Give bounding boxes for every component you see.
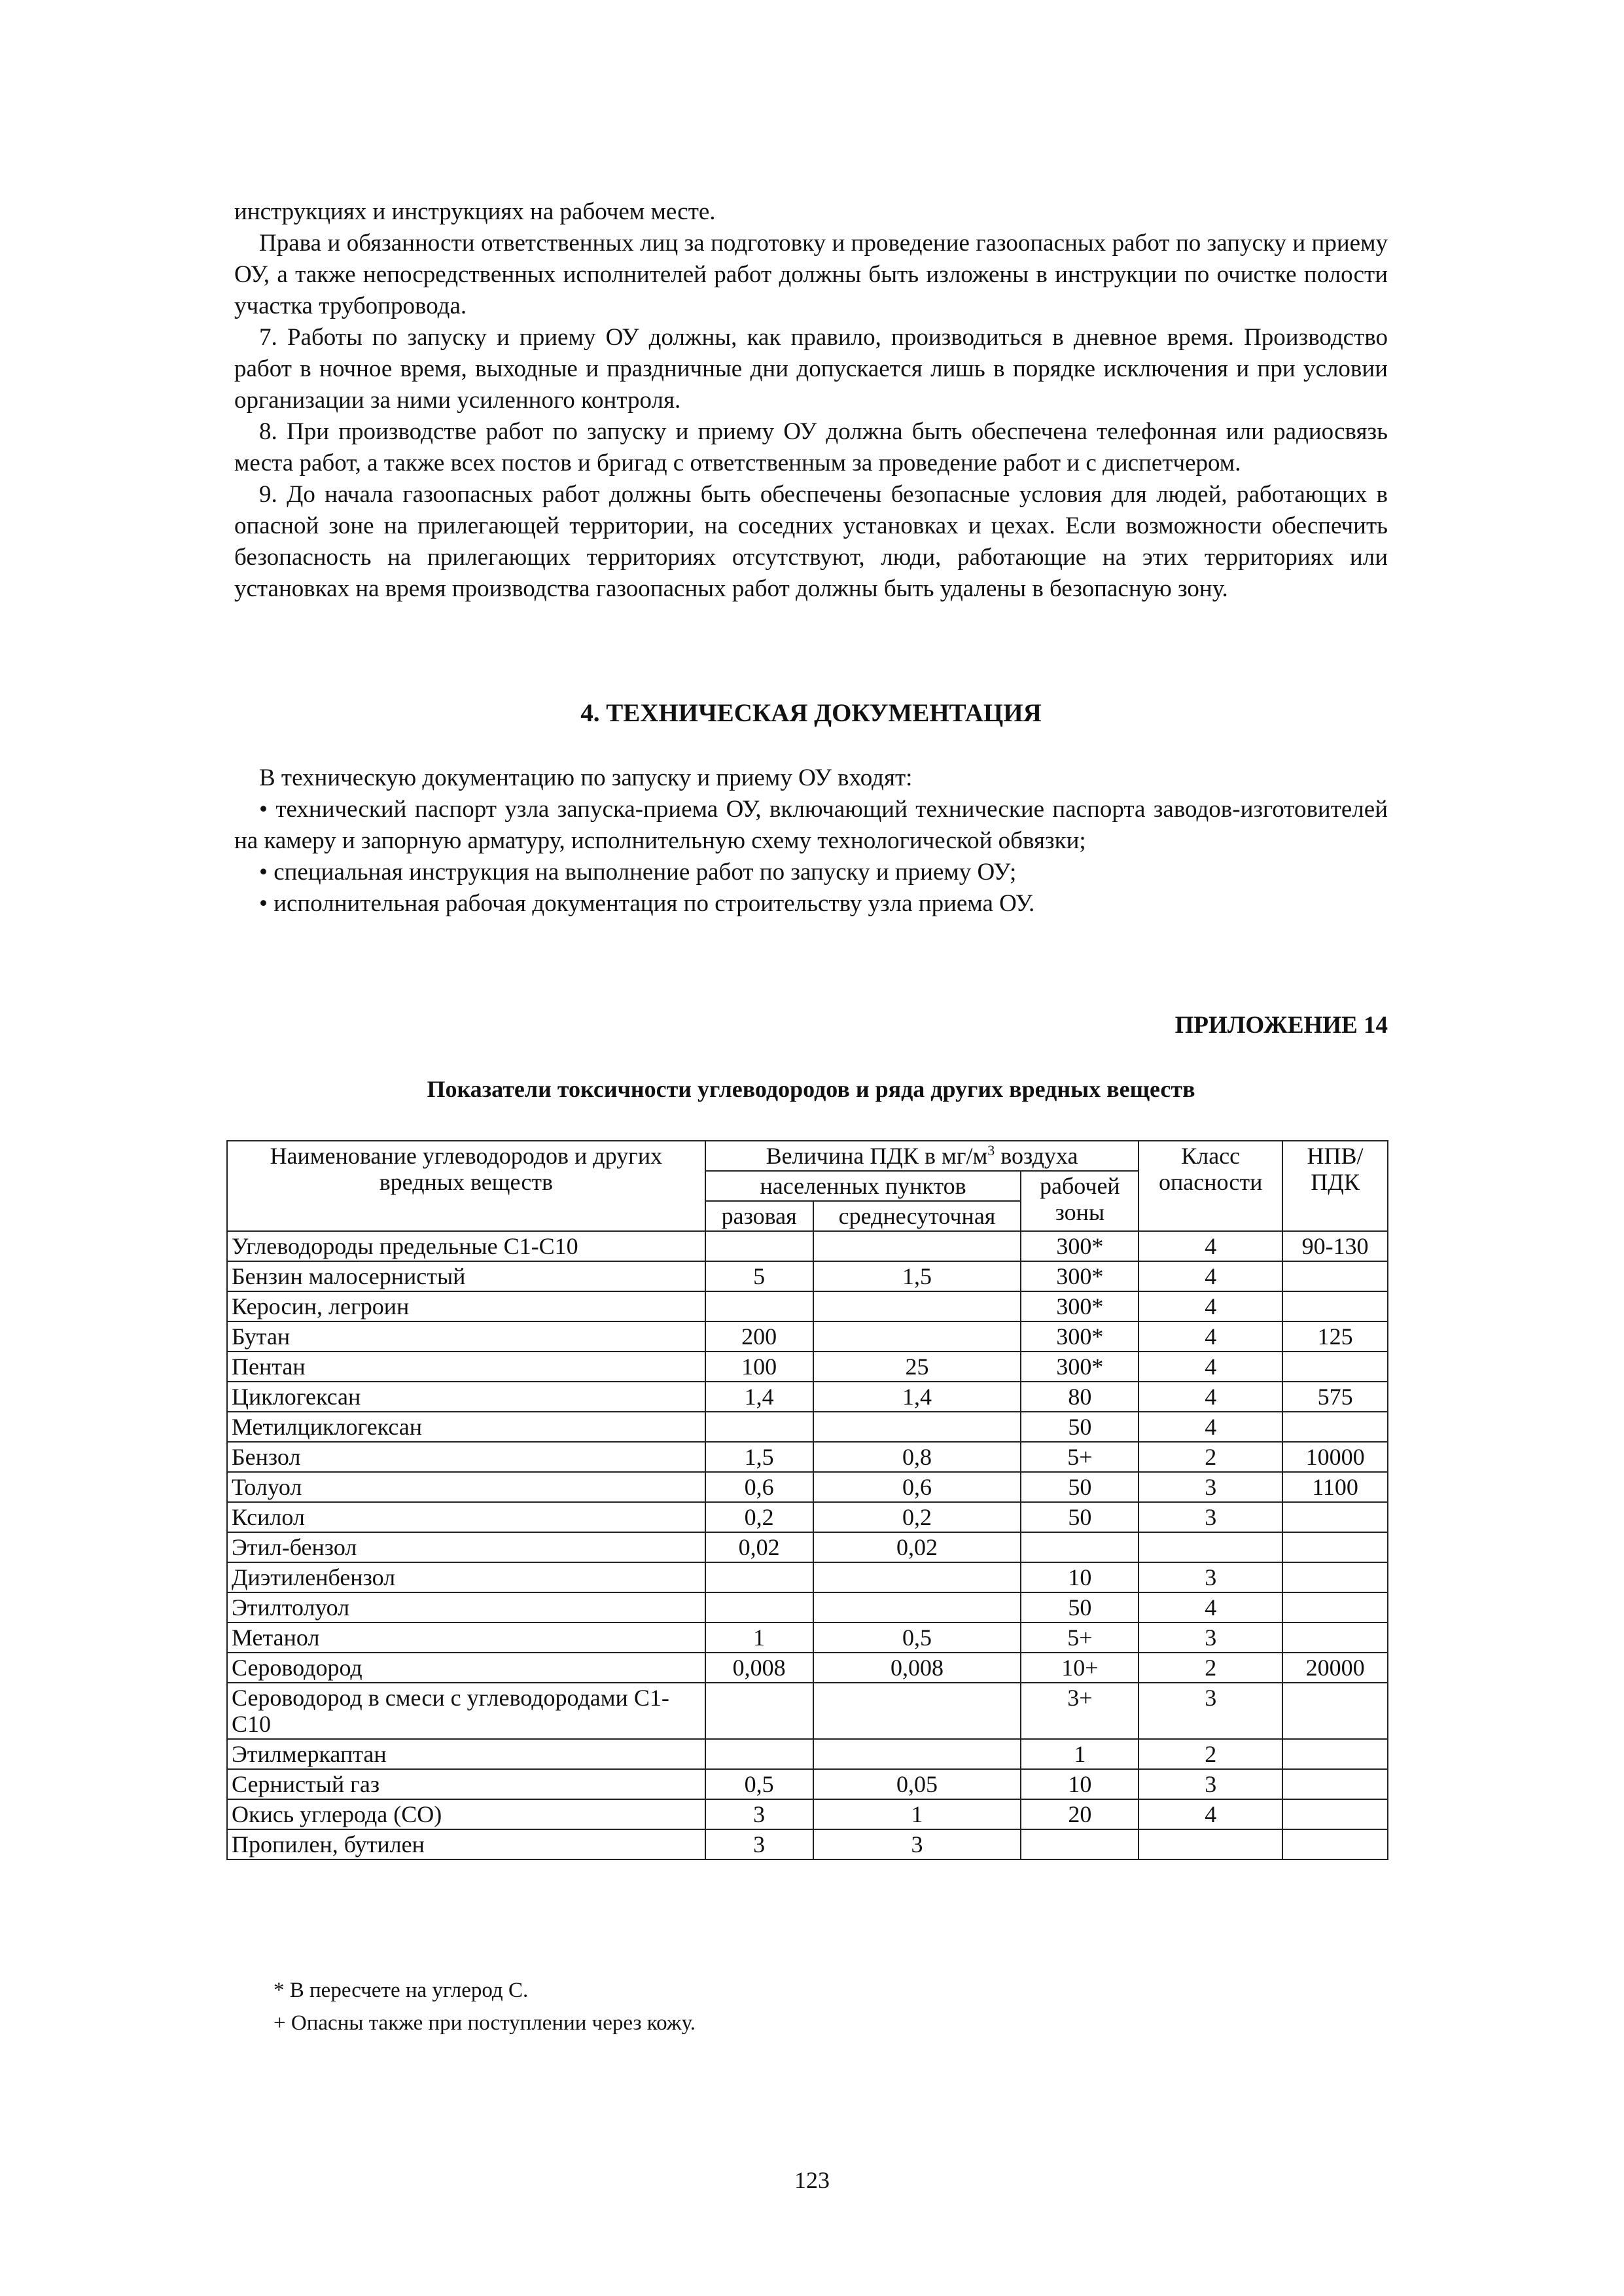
value-cell: 0,5 xyxy=(705,1769,813,1799)
value-cell xyxy=(1139,1532,1282,1562)
value-cell xyxy=(813,1231,1021,1261)
value-cell: 0,05 xyxy=(813,1769,1021,1799)
value-cell: 20 xyxy=(1021,1799,1139,1829)
value-cell: 2 xyxy=(1139,1739,1282,1769)
value-cell: 3 xyxy=(705,1829,813,1859)
value-cell xyxy=(1282,1799,1388,1829)
value-cell xyxy=(1021,1532,1139,1562)
value-cell xyxy=(813,1562,1021,1592)
table-row xyxy=(227,1412,1388,1442)
table-row xyxy=(227,1562,1388,1592)
value-cell xyxy=(1139,1829,1282,1859)
substance-name-cell: Пропилен, бутилен xyxy=(227,1829,705,1859)
table-title: Показатели токсичности углеводородов и ряда других вредных веществ xyxy=(427,1076,1195,1102)
value-cell xyxy=(705,1683,813,1739)
value-cell: 4 xyxy=(1139,1231,1282,1261)
value-cell: 10+ xyxy=(1021,1653,1139,1683)
value-cell: 3 xyxy=(1139,1623,1282,1653)
bullet-item: • исполнительная рабочая документация по строительству узла приема ОУ. xyxy=(259,890,1035,917)
table-row xyxy=(227,1653,1388,1683)
value-cell: 3 xyxy=(705,1799,813,1829)
value-cell: 0,02 xyxy=(813,1532,1021,1562)
value-cell: 5+ xyxy=(1021,1623,1139,1653)
substance-name-cell: Углеводороды предельные С1-С10 xyxy=(227,1231,705,1261)
value-cell: 1,4 xyxy=(813,1382,1021,1412)
value-cell: 575 xyxy=(1282,1382,1388,1412)
value-cell xyxy=(1282,1592,1388,1623)
value-cell: 5 xyxy=(705,1261,813,1291)
value-cell: 4 xyxy=(1139,1291,1282,1321)
value-cell: 0,6 xyxy=(705,1472,813,1502)
value-cell xyxy=(705,1231,813,1261)
substance-name-cell: Метилциклогексан xyxy=(227,1412,705,1442)
substance-name-cell: Этил-бензол xyxy=(227,1532,705,1562)
value-cell: 1 xyxy=(705,1623,813,1653)
table-row xyxy=(227,1321,1388,1352)
value-cell xyxy=(705,1739,813,1769)
table-row xyxy=(227,1442,1388,1472)
substance-name-cell: Сероводород в смеси с углеводородами С1-С10 xyxy=(227,1683,705,1739)
footnote: * В пересчете на углерод С. xyxy=(274,1979,529,2002)
value-cell: 4 xyxy=(1139,1352,1282,1382)
bullet-item: • технический паспорт узла запуска-приема ОУ, включающий технические паспорта заводов-изготовителей на камеру и запорную арматуру, исполнительную схему технологической обвязки; xyxy=(234,796,1388,854)
substance-name-cell: Этилмеркаптан xyxy=(227,1739,705,1769)
value-cell: 3 xyxy=(1139,1562,1282,1592)
paragraph: 8. При производстве работ по запуску и приему ОУ должна быть обеспечена телефонная или радиосвязь места работ, а также всех постов и бригад с ответственным за проведение работ и с диспетчером. xyxy=(234,418,1388,476)
table-row xyxy=(227,1532,1388,1562)
substance-name-cell: Бензин малосернистый xyxy=(227,1261,705,1291)
value-cell: 25 xyxy=(813,1352,1021,1382)
substance-name-cell: Бутан xyxy=(227,1321,705,1352)
value-cell xyxy=(1282,1261,1388,1291)
substance-name-cell: Пентан xyxy=(227,1352,705,1382)
substance-name-cell: Ксилол xyxy=(227,1502,705,1532)
substance-name-cell: Керосин, легроин xyxy=(227,1291,705,1321)
value-cell: 0,2 xyxy=(813,1502,1021,1532)
header-settlements: населенных пунктов xyxy=(705,1171,1021,1201)
value-cell: 10 xyxy=(1021,1769,1139,1799)
value-cell xyxy=(1282,1623,1388,1653)
value-cell: 2 xyxy=(1139,1442,1282,1472)
value-cell xyxy=(813,1412,1021,1442)
value-cell: 3 xyxy=(1139,1769,1282,1799)
section-intro: В техническую документацию по запуску и приему ОУ входят: xyxy=(259,764,913,791)
section-title: 4. ТЕХНИЧЕСКАЯ ДОКУМЕНТАЦИЯ xyxy=(580,699,1042,727)
value-cell: 1 xyxy=(1021,1739,1139,1769)
table-row xyxy=(227,1623,1388,1653)
value-cell: 4 xyxy=(1139,1382,1282,1412)
table-row xyxy=(227,1769,1388,1799)
value-cell: 200 xyxy=(705,1321,813,1352)
substance-name-cell: Метанол xyxy=(227,1623,705,1653)
value-cell: 0,5 xyxy=(813,1623,1021,1653)
paragraph: Права и обязанности ответственных лиц за подготовку и проведение газоопасных работ по запуску и приему ОУ, а также непосредственных исполнителей работ должны быть изложены в инструкции по очистке полости участка трубопровода. xyxy=(234,230,1388,319)
value-cell xyxy=(813,1683,1021,1739)
value-cell: 20000 xyxy=(1282,1653,1388,1683)
value-cell xyxy=(813,1321,1021,1352)
value-cell xyxy=(1282,1829,1388,1859)
table-row xyxy=(227,1231,1388,1261)
value-cell xyxy=(1282,1291,1388,1321)
value-cell: 1,5 xyxy=(705,1442,813,1472)
value-cell xyxy=(1282,1683,1388,1739)
substance-name-cell: Бензол xyxy=(227,1442,705,1472)
substance-name-cell: Сернистый газ xyxy=(227,1769,705,1799)
value-cell: 50 xyxy=(1021,1592,1139,1623)
value-cell: 1,5 xyxy=(813,1261,1021,1291)
value-cell xyxy=(1282,1352,1388,1382)
paragraph: 9. До начала газоопасных работ должны быть обеспечены безопасные условия для людей, работающих в опасной зоне на прилегающей территории, на соседних установках и цехах. Если возможности обеспечить безопасность на прилегающих территориях отсутствуют, люди, работающие на этих территориях или установках на время производства газоопасных работ должны быть удалены в безопасную зону. xyxy=(234,481,1388,602)
value-cell: 0,008 xyxy=(705,1653,813,1683)
value-cell xyxy=(705,1291,813,1321)
value-cell xyxy=(813,1291,1021,1321)
value-cell: 80 xyxy=(1021,1382,1139,1412)
value-cell: 50 xyxy=(1021,1412,1139,1442)
value-cell: 0,8 xyxy=(813,1442,1021,1472)
value-cell: 3 xyxy=(1139,1472,1282,1502)
table-row xyxy=(227,1739,1388,1769)
value-cell xyxy=(705,1562,813,1592)
table-row xyxy=(227,1799,1388,1829)
table-row xyxy=(227,1472,1388,1502)
substance-name-cell: Толуол xyxy=(227,1472,705,1502)
table-row xyxy=(227,1502,1388,1532)
value-cell xyxy=(1282,1502,1388,1532)
value-cell: 4 xyxy=(1139,1412,1282,1442)
substance-name-cell: Этилтолуол xyxy=(227,1592,705,1623)
value-cell: 50 xyxy=(1021,1472,1139,1502)
value-cell: 0,02 xyxy=(705,1532,813,1562)
table-row xyxy=(227,1592,1388,1623)
header-pdk: Величина ПДК в $мг/м^3$ воздуха xyxy=(705,1141,1139,1171)
value-cell: 5+ xyxy=(1021,1442,1139,1472)
header-npv: НПВ/ ПДК xyxy=(1282,1141,1388,1231)
value-cell: 0,008 xyxy=(813,1653,1021,1683)
body-text xyxy=(234,196,1388,605)
value-cell: 1 xyxy=(813,1799,1021,1829)
value-cell: 2 xyxy=(1139,1653,1282,1683)
value-cell xyxy=(1282,1562,1388,1592)
value-cell xyxy=(1282,1769,1388,1799)
value-cell: 0,2 xyxy=(705,1502,813,1532)
header-hazard-class: Класс опасности xyxy=(1139,1141,1282,1231)
value-cell: 300* xyxy=(1021,1231,1139,1261)
footnote: + Опасны также при поступлении через кожу. xyxy=(274,2011,696,2035)
paragraph: инструкциях и инструкциях на рабочем месте. xyxy=(234,198,716,225)
value-cell xyxy=(705,1592,813,1623)
value-cell: 50 xyxy=(1021,1502,1139,1532)
value-cell xyxy=(1282,1412,1388,1442)
value-cell: 90-130 xyxy=(1282,1231,1388,1261)
substance-name-cell: Диэтиленбензол xyxy=(227,1562,705,1592)
value-cell: 4 xyxy=(1139,1592,1282,1623)
value-cell: 3+ xyxy=(1021,1683,1139,1739)
value-cell: 4 xyxy=(1139,1321,1282,1352)
value-cell xyxy=(1282,1739,1388,1769)
value-cell: 100 xyxy=(705,1352,813,1382)
header-name: Наименование углеводородов и других вредных веществ xyxy=(227,1141,705,1231)
value-cell xyxy=(1021,1829,1139,1859)
value-cell: 300* xyxy=(1021,1321,1139,1352)
value-cell: 10000 xyxy=(1282,1442,1388,1472)
value-cell xyxy=(705,1412,813,1442)
header-workzone: рабочей зоны xyxy=(1021,1171,1139,1231)
table-row xyxy=(227,1683,1388,1739)
appendix-label: ПРИЛОЖЕНИЕ 14 xyxy=(1174,1012,1388,1039)
substance-name-cell: Циклогексан xyxy=(227,1382,705,1412)
value-cell: 10 xyxy=(1021,1562,1139,1592)
value-cell: 3 xyxy=(1139,1683,1282,1739)
table-row xyxy=(227,1382,1388,1412)
value-cell: 4 xyxy=(1139,1799,1282,1829)
substance-name-cell: Сероводород xyxy=(227,1653,705,1683)
value-cell xyxy=(813,1739,1021,1769)
value-cell: 300* xyxy=(1021,1352,1139,1382)
header-single: разовая xyxy=(705,1201,813,1231)
table-body xyxy=(227,1231,1388,1859)
footnotes xyxy=(274,1974,696,2039)
value-cell: 125 xyxy=(1282,1321,1388,1352)
paragraph: 7. Работы по запуску и приему ОУ должны, как правило, производиться в дневное время. Производство работ в ночное время, выходные и праздничные дни допускается лишь в порядке исключения и при условии организации за ними усиленного контроля. xyxy=(234,324,1388,414)
value-cell: 3 xyxy=(813,1829,1021,1859)
value-cell: 1100 xyxy=(1282,1472,1388,1502)
table-row xyxy=(227,1261,1388,1291)
table-row xyxy=(227,1352,1388,1382)
toxicity-table xyxy=(226,1140,1388,1860)
value-cell xyxy=(1282,1532,1388,1562)
value-cell: 4 xyxy=(1139,1261,1282,1291)
value-cell xyxy=(813,1592,1021,1623)
value-cell: 300* xyxy=(1021,1261,1139,1291)
bullet-item: • специальная инструкция на выполнение работ по запуску и приему ОУ; xyxy=(259,859,1017,886)
value-cell: 0,6 xyxy=(813,1472,1021,1502)
value-cell: 300* xyxy=(1021,1291,1139,1321)
header-daily: среднесуточная xyxy=(813,1201,1021,1231)
page-number: 123 xyxy=(794,2167,830,2193)
value-cell: 3 xyxy=(1139,1502,1282,1532)
table-row xyxy=(227,1829,1388,1859)
substance-name-cell: Окись углерода (СО) xyxy=(227,1799,705,1829)
section-body xyxy=(234,762,1388,920)
table-header xyxy=(227,1141,1388,1231)
value-cell: 1,4 xyxy=(705,1382,813,1412)
table-row xyxy=(227,1291,1388,1321)
